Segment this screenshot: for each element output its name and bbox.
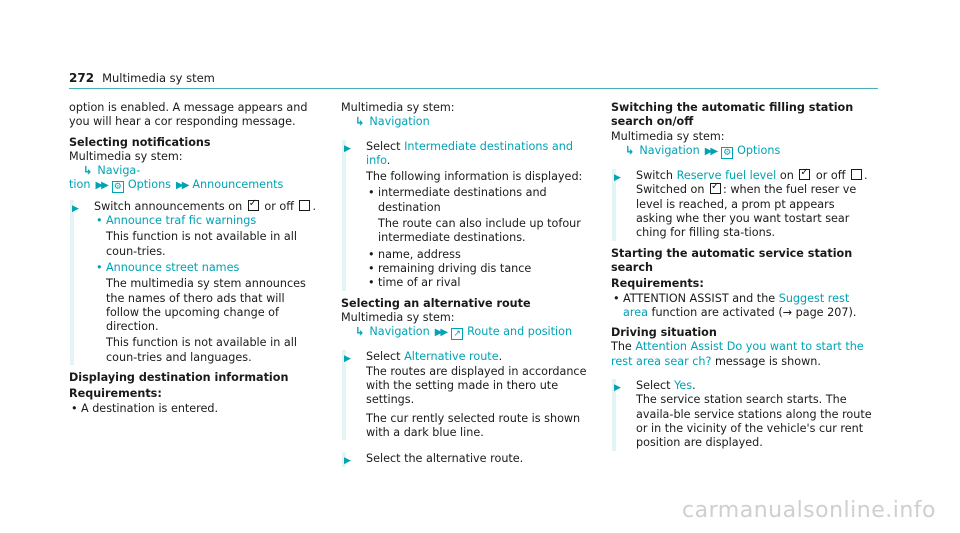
step-text: : when the fuel reser ve level is reached, a prom pt appears asking whe ther you want tostart sear ching for filling sta-tions. bbox=[636, 183, 857, 240]
checkbox-icon bbox=[248, 200, 259, 211]
step-text: Select the alternative route. bbox=[366, 452, 524, 466]
body-text: The bbox=[611, 340, 632, 354]
menu-link[interactable]: Alternative route bbox=[404, 350, 499, 364]
body-text: message is shown. bbox=[714, 354, 821, 368]
step-text: on bbox=[779, 169, 794, 183]
play-triangle-icon: ▶ bbox=[344, 456, 351, 467]
checkbox-icon bbox=[710, 183, 721, 194]
menu-link[interactable]: Suggest rest area bbox=[623, 291, 850, 319]
page-title: Multimedia sy stem bbox=[102, 71, 215, 85]
gear-icon: ⚙ bbox=[723, 147, 732, 158]
section-heading: Displaying destination information bbox=[69, 371, 289, 385]
section-heading: Selecting notifications bbox=[69, 135, 211, 149]
step-text: Select bbox=[366, 350, 401, 364]
system-label: Multimedia sy stem: bbox=[69, 149, 183, 163]
nav-link[interactable]: tion bbox=[69, 178, 91, 192]
play-triangle-icon: ▶ bbox=[614, 173, 621, 184]
section-heading: Switching the automatic filling station search on/off bbox=[611, 101, 854, 129]
instruction-step bbox=[612, 169, 873, 240]
list-item-text: The multimedia sy stem announces the names of thero ads that will follow the upcoming change of direction. bbox=[106, 277, 306, 334]
step-text: The service station search starts. The availa-ble service stations along the route or in the vicinity of the vehicle's cur rent position are displayed. bbox=[636, 393, 872, 450]
step-text: The cur rently selected route is shown with a dark blue line. bbox=[366, 411, 581, 439]
checkbox-icon bbox=[799, 169, 810, 180]
enter-arrow-icon: ↳ bbox=[355, 115, 365, 129]
list-item: function are activated (→ page 207). bbox=[651, 305, 857, 319]
menu-link[interactable]: Intermediate destinations and info bbox=[366, 139, 573, 167]
play-triangle-icon: ▶ bbox=[72, 203, 79, 214]
instruction-step bbox=[342, 350, 591, 440]
nav-link[interactable]: Naviga- bbox=[97, 164, 141, 178]
enter-arrow-icon: ↳ bbox=[355, 325, 365, 339]
step-text: . bbox=[386, 153, 391, 167]
nav-path bbox=[69, 164, 317, 178]
double-chevron-icon: ▶▶ bbox=[95, 180, 107, 192]
step-text: . bbox=[312, 199, 317, 213]
nav-link[interactable]: Navigation bbox=[369, 325, 430, 339]
system-label: Multimedia sy stem: bbox=[341, 101, 455, 114]
list-item[interactable]: • Announce street names bbox=[94, 261, 317, 275]
step-text: Select bbox=[636, 379, 671, 393]
double-chevron-icon: ▶▶ bbox=[434, 327, 447, 339]
step-text: The routes are displayed in accordance with the setting made in thero ute settings. bbox=[366, 364, 587, 407]
section-heading: Selecting an alternative route bbox=[341, 296, 531, 310]
column-3 bbox=[611, 101, 873, 451]
step-text: Switch bbox=[636, 169, 673, 183]
double-chevron-icon: ▶▶ bbox=[704, 145, 717, 157]
list-item: • remaining driving dis tance bbox=[366, 262, 591, 276]
play-triangle-icon: ▶ bbox=[614, 383, 621, 394]
nav-path-cont bbox=[69, 178, 317, 193]
instruction-step bbox=[342, 452, 591, 466]
list-item-text: This function is not available in all coun-tries and languages. bbox=[106, 336, 297, 364]
list-item: • A destination is entered. bbox=[69, 402, 317, 416]
checkbox-icon bbox=[851, 169, 862, 180]
step-text: or off bbox=[264, 199, 294, 213]
nav-link[interactable]: Navigation bbox=[639, 143, 700, 157]
step-text: Switch announcements on bbox=[94, 199, 243, 213]
requirements-heading: Requirements: bbox=[69, 387, 162, 401]
page-number: 272 bbox=[69, 71, 95, 85]
list-item-text: The route can also include up tofour intermediate destinations. bbox=[378, 217, 581, 245]
list-item: • intermediate destinations and destination bbox=[366, 186, 591, 215]
menu-link[interactable]: Reserve fuel level bbox=[676, 169, 777, 183]
nav-path bbox=[611, 144, 873, 159]
list-item: ATTENTION ASSIST and the bbox=[623, 291, 776, 305]
nav-path bbox=[341, 115, 591, 129]
message-link[interactable]: Attention Assist Do you want to start the rest area sear ch? bbox=[611, 340, 864, 368]
step-text: Select bbox=[366, 139, 401, 153]
step-text: . bbox=[864, 169, 868, 183]
list-item: • time of ar rival bbox=[366, 276, 591, 290]
enter-arrow-icon: ↳ bbox=[625, 143, 635, 157]
section-heading: Starting the automatic service station search bbox=[611, 246, 853, 274]
menu-link[interactable]: Yes bbox=[674, 379, 693, 393]
list-item-text: This function is not available in all coun-tries. bbox=[106, 230, 297, 258]
checkbox-icon bbox=[299, 200, 310, 211]
nav-path bbox=[341, 325, 591, 340]
nav-link[interactable]: Options bbox=[127, 178, 171, 192]
system-label: Multimedia sy stem: bbox=[611, 129, 725, 143]
gear-icon: ⚙ bbox=[113, 182, 122, 193]
step-text: or off bbox=[815, 169, 846, 183]
play-triangle-icon: ▶ bbox=[344, 354, 351, 365]
instruction-step bbox=[612, 379, 873, 450]
nav-link[interactable]: Announcements bbox=[192, 178, 284, 192]
section-heading: Driving situation bbox=[611, 326, 717, 340]
nav-link[interactable]: Navigation bbox=[369, 115, 430, 129]
play-triangle-icon: ▶ bbox=[344, 143, 351, 154]
watermark: carmanualsonline.info bbox=[682, 498, 936, 523]
requirements-heading: Requirements: bbox=[611, 277, 704, 291]
nav-link[interactable]: Route and position bbox=[467, 325, 573, 339]
list-item: • name, address bbox=[366, 248, 591, 262]
instruction-step bbox=[342, 140, 591, 291]
nav-link[interactable]: Options bbox=[737, 143, 781, 157]
double-chevron-icon: ▶▶ bbox=[176, 180, 188, 192]
step-text: . bbox=[498, 350, 503, 364]
column-2 bbox=[341, 101, 591, 467]
system-label: Multimedia sy stem: bbox=[341, 310, 455, 324]
step-text: Switched on bbox=[636, 183, 705, 197]
column-1 bbox=[69, 101, 317, 416]
enter-arrow-icon: ↳ bbox=[83, 164, 93, 178]
step-text: The following information is displayed: bbox=[366, 170, 583, 184]
header-rule bbox=[69, 88, 878, 89]
route-icon: ↗ bbox=[451, 328, 463, 340]
list-item[interactable]: • Announce traf fic warnings bbox=[94, 214, 317, 228]
step-text: . bbox=[692, 379, 696, 393]
page-header bbox=[69, 71, 215, 85]
intro-text: option is enabled. A message appears and you will hear a cor responding message. bbox=[69, 101, 308, 129]
instruction-step bbox=[70, 200, 317, 365]
